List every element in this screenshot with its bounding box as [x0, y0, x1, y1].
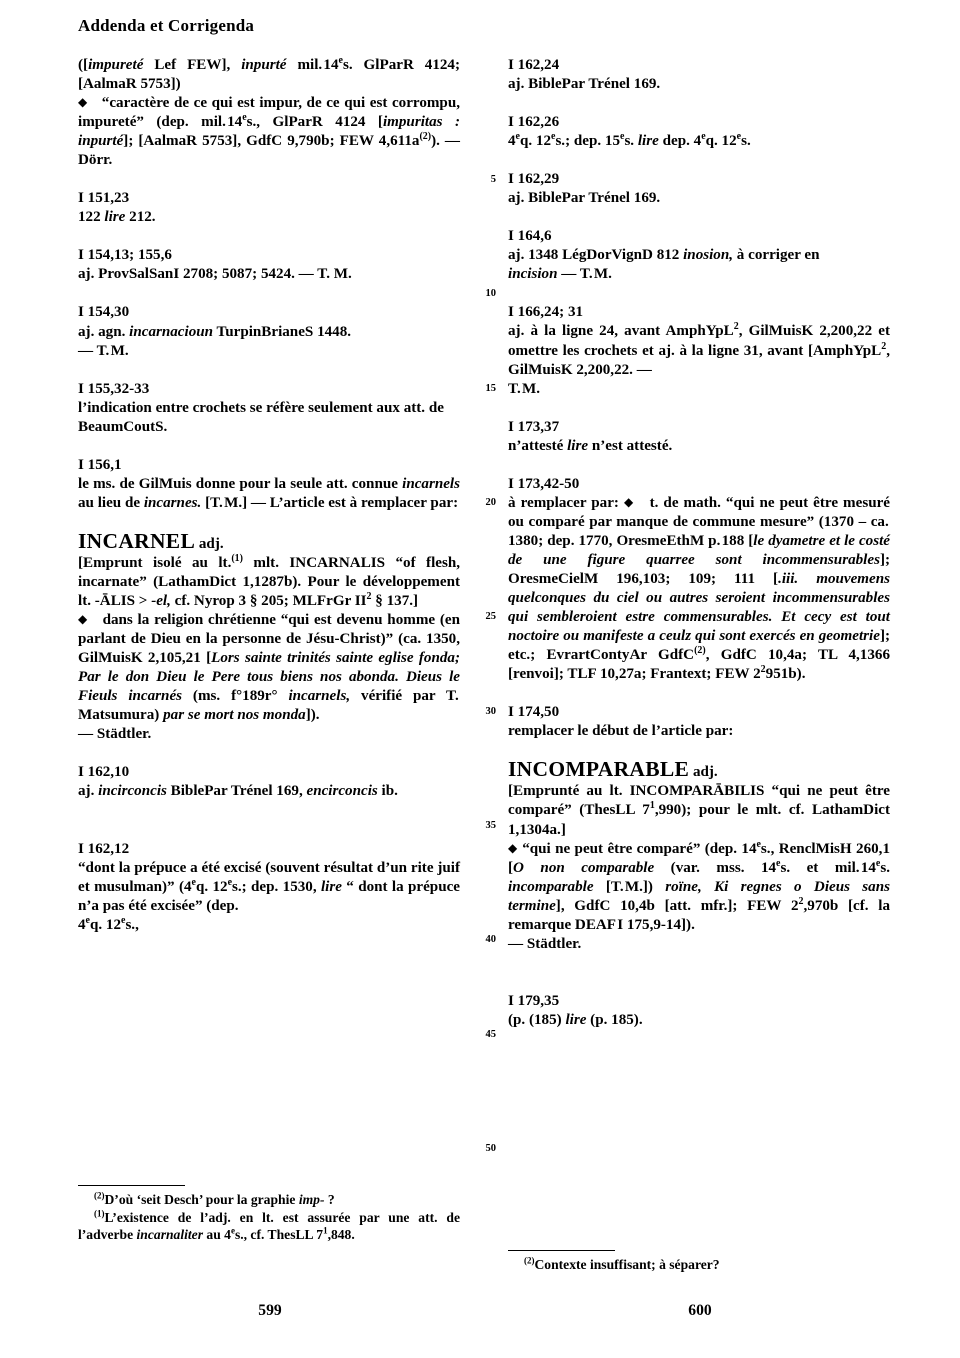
correction-reference: I 154,13; 155,6	[78, 247, 172, 264]
folio-right: 600	[688, 1302, 712, 1319]
correction-body: aj. agn. incarnacioun TurpinBrianeS 1448.	[78, 323, 352, 340]
correction-reference: I 174,50	[508, 704, 560, 721]
correction-body: “dont la prépuce a été excisé (souvent résultat d’un rite juif et musulman)” (4eq. 12es.; dep. 1530, lire “ dont la prépuce n’a pas été excisée” (dep.	[78, 859, 460, 914]
correction-item	[508, 170, 890, 208]
correction-item	[508, 703, 890, 741]
entry-attribution: — Städtler.	[78, 726, 152, 743]
entry-headword-line	[78, 528, 460, 554]
footnote-text: Contexte insuffisant; à séparer?	[534, 1257, 720, 1272]
lozenge-icon: ◆	[78, 95, 89, 110]
footnote-item	[508, 1256, 890, 1274]
correction-body: aj. BiblePar Trénel 169.	[508, 190, 661, 207]
correction-body: aj. 1348 LégDorVignD 812 inosion, à corriger en	[508, 247, 820, 264]
correction-item	[78, 380, 460, 437]
line-number: 25	[485, 611, 496, 622]
line-number: 35	[485, 820, 496, 831]
line-number: 45	[485, 1029, 496, 1040]
correction-body: (p. (185) lire (p. 185).	[508, 1011, 643, 1028]
correction-body: aj. incirconcis BiblePar Trénel 169, encirconcis ib.	[78, 783, 398, 800]
correction-body: 122 lire 212.	[78, 209, 156, 226]
line-number: 30	[485, 706, 496, 717]
correction-reference: I 179,35	[508, 992, 560, 1009]
correction-body-cont: incision — T. M.	[508, 266, 612, 283]
entry-sense: ◆ “qui ne peut être comparé” (dep. 14es., RenclMisH 260,1 [O non comparable (var. mss. 14es. et mil. 14es. incomparable [T. M.]) roïne, Ki regnes o Dieus sans termine], GdfC 10,4b [att. mfr.]; FEW $2^2,970b$ [cf. la remarque DEAF I 175,9-14]).	[508, 838, 890, 933]
correction-body: 4eq. 12es.; dep. 15es. lire dep. 4eq. 12es.	[508, 131, 751, 150]
lemma-variants: ([impureté Lef FEW], inpurté mil. 14es. GlParR 4124; [AalmaR 5753])	[78, 54, 460, 93]
lozenge-icon: ◆	[508, 840, 518, 855]
line-number: 40	[485, 934, 496, 945]
headword: INCARNEL	[78, 528, 196, 553]
correction-reference: I 162,12	[78, 840, 130, 857]
correction-item	[78, 189, 460, 227]
correction-item	[508, 56, 890, 94]
correction-body-cont: T. M.	[508, 380, 541, 397]
running-head: Addenda et Corrigenda	[78, 16, 255, 35]
correction-item	[508, 303, 890, 398]
right-column	[508, 56, 890, 1030]
part-of-speech: adj.	[198, 535, 224, 552]
footnote-rule	[78, 1185, 185, 1186]
correction-reference: I 173,37	[508, 418, 560, 435]
left-column	[78, 56, 460, 935]
correction-body: à remplacer par: ◆ t. de math. “qui ne peut être mesuré ou comparé par manque de commune mesure” (1370 – ca. 1380; dep. 1770, OresmeEthM p. 188 [le dyametre et le costé de une figure quarree sont incommensurables]; OresmeCielM 196,103; 109; 111 [.iii. mouvemens quelconques du ciel ou autres seroient incommensurables qui sembleroient estre commensurables. Et cecy est tout noctoire ou manifeste a ceulz qui sont exercés en geometrie]; etc.; EvrartContyAr GdfC$^{(2)}$, GdfC 10,4a; TL 4,1366 [renvoi]; TLF 10,27a; Frantext; FEW $2^2951b$).	[508, 494, 890, 683]
entry-continuation	[78, 56, 460, 170]
correction-body: le ms. de GilMuis donne pour la seule att. connue incarnels au lieu de incarnes. [T. M.] — L’article est à remplacer par:	[78, 475, 460, 511]
correction-reference: I 162,24	[508, 57, 560, 73]
sense-paragraph: ◆ “caractère de ce qui est impur, de ce qui est corrompu, impureté” (dep. mil. 14es., GlParR 4124 [impuritas : inpurté]; [AalmaR 5753], GdfC 9,790b; FEW $4,611a^{(2)}$). — Dörr.	[78, 95, 460, 169]
correction-reference: I 154,30	[78, 304, 130, 321]
entry-headword-line	[508, 757, 890, 782]
lozenge-icon: ◆	[623, 494, 635, 509]
headword: INCOMPARABLE	[508, 757, 690, 782]
correction-item	[78, 763, 460, 801]
footnote-marker: (2)	[94, 1190, 105, 1201]
correction-body: remplacer le début de l’article par:	[508, 723, 734, 740]
dictionary-entry-incomparable	[508, 757, 890, 953]
correction-reference: I 166,24; 31	[508, 304, 584, 321]
lozenge-icon: ◆	[78, 612, 89, 627]
correction-body-cont: 4eq. 12es.,	[78, 914, 139, 933]
entry-sense: ◆ dans la religion chrétienne “qui est devenu homme (en parlant de Dieu en la personne de Jésu-Christ)” (ca. 1350, GilMuisK 2,105,21 [Lors sainte trinités sainte eglise fonda; Par le don Dieu le Pere tous biens nos abonda. Dieus le Fieuls incarnés (ms. f°189r° incarnels, vérifié par T. Matsumura) par se mort nos monda]).	[78, 612, 460, 724]
right-footnote-block	[508, 1250, 890, 1274]
correction-item	[508, 475, 890, 685]
correction-item	[508, 992, 890, 1030]
correction-reference: I 156,1	[78, 456, 122, 473]
footnote-text: D’où ‘seit Desch’ pour la graphie imp- ?	[104, 1192, 335, 1207]
entry-etymology: [Emprunt isolé au lt.$^{(1)}$ mlt. INCARNALIS “of flesh, incarnate” (LathamDict 1,1287b). Pour le développement lt. -ĀLIS > -el, cf. Nyrop 3 § 205; MLFrGr $II^2$ § 137.]	[78, 552, 460, 610]
left-footnote-block	[78, 1185, 460, 1244]
correction-body: n’attesté lire n’est attesté.	[508, 437, 673, 454]
footnote-list	[78, 1191, 460, 1244]
correction-item	[508, 113, 890, 151]
correction-reference: I 162,10	[78, 764, 130, 781]
line-number: 20	[485, 497, 496, 508]
correction-reference: I 173,42-50	[508, 475, 580, 492]
correction-body-cont: — T. M.	[78, 342, 129, 359]
line-number: 15	[485, 383, 496, 394]
correction-reference: I 155,32-33	[78, 380, 150, 397]
entry-attribution: — Städtler.	[508, 935, 582, 952]
footnote-item	[78, 1209, 460, 1244]
footnote-item	[78, 1191, 460, 1209]
correction-item	[78, 246, 460, 284]
footnote-marker: (2)	[524, 1255, 535, 1266]
dictionary-entry-incarnel	[78, 528, 460, 745]
footnote-list	[508, 1256, 890, 1274]
footnote-rule	[508, 1250, 615, 1251]
correction-reference: I 151,23	[78, 190, 130, 207]
correction-item	[78, 840, 460, 935]
correction-body: aj. ProvSalSanI 2708; 5087; 5424. — T. M.	[78, 266, 352, 283]
correction-item	[508, 418, 890, 456]
line-number: 50	[485, 1143, 496, 1154]
entry-etymology: [Emprunté au lt. INCOMPARĀBILIS “qui ne peut être comparé” (ThesLL $7^1,990$); pour le mlt. cf. LathamDict 1,1304a.]	[508, 783, 890, 838]
correction-item	[508, 227, 890, 284]
correction-body: aj. BiblePar Trénel 169.	[508, 76, 661, 93]
footnote-text: L’existence de l’adj. en lt. est assurée par une att. de l’adverbe incarnaliter au 4es., cf. ThesLL $7^1,848$.	[78, 1209, 460, 1243]
correction-reference: I 164,6	[508, 228, 552, 245]
correction-item	[78, 303, 460, 360]
part-of-speech: adj.	[692, 764, 718, 781]
correction-body: aj. à la ligne 24, avant AmphYpL$^2$, GilMuisK 2,200,22 et omettre les crochets et aj. à la ligne 31, avant [AmphYpL$^2$, GilMuisK 2,200,22. —	[508, 321, 890, 378]
correction-reference: I 162,29	[508, 171, 560, 188]
footnote-marker: (1)	[94, 1208, 105, 1219]
line-number: 5	[490, 174, 496, 185]
correction-item	[78, 456, 460, 513]
line-number: 10	[485, 288, 496, 299]
correction-body: l’indication entre crochets se réfère seulement aux att. de BeaumCoutS.	[78, 399, 444, 435]
folio-left: 599	[258, 1302, 282, 1319]
correction-reference: I 162,26	[508, 114, 560, 131]
